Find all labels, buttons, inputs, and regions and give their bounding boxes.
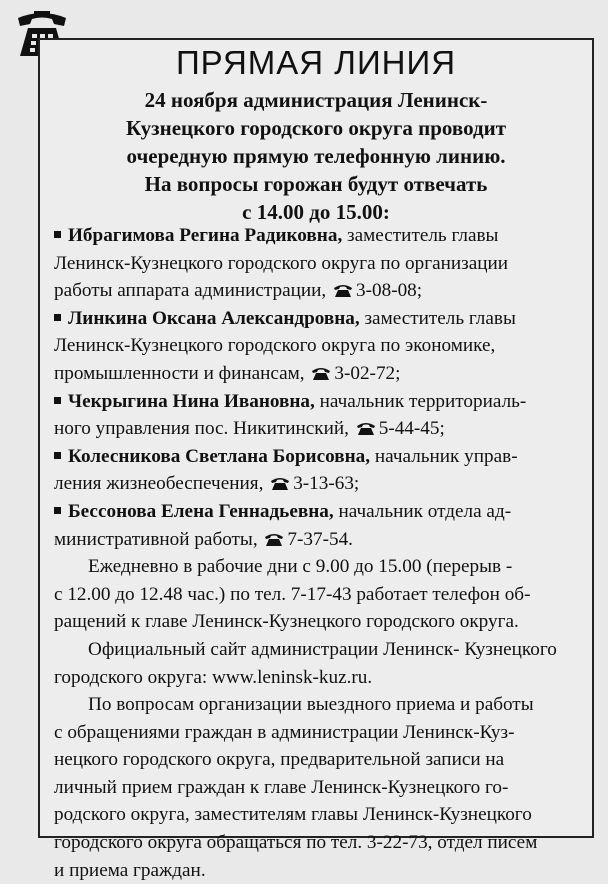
paragraph-line: с 12.00 до 12.48 час.) по тел. 7-17-43 работает телефон об- xyxy=(54,583,531,605)
official-name: Чекрыгина Нина Ивановна, xyxy=(68,390,315,412)
official-phone: 3-08-08; xyxy=(356,280,423,302)
official-position: министративной работы, xyxy=(54,528,258,550)
official-phone: 3-13-63; xyxy=(293,473,360,495)
paragraph-line: и приема граждан. xyxy=(54,859,206,881)
intro-line: 24 ноября администрация Ленинск- xyxy=(144,88,488,112)
official-position: ления жизнеобеспечения, xyxy=(54,473,264,495)
official-name: Ибрагимова Регина Радиковна, xyxy=(68,225,343,246)
official-position-line xyxy=(54,277,582,305)
intro-line: Кузнецкого городского округа проводит xyxy=(125,116,507,140)
bullet-icon xyxy=(54,452,61,459)
official-name: Колесникова Светлана Борисовна, xyxy=(68,445,371,467)
paragraph-line: Ежедневно в рабочие дни с 9.00 до 15.00 (перерыв - xyxy=(88,556,513,578)
paragraph-line: Официальный сайт администрации Ленинск- Кузнецкого xyxy=(88,638,557,660)
phone-icon xyxy=(311,366,331,381)
phone-icon xyxy=(356,421,376,436)
bullet-icon xyxy=(54,314,61,321)
official-entry xyxy=(54,388,582,416)
bullet-icon xyxy=(54,507,61,514)
phone-icon xyxy=(333,283,353,298)
paragraph-line: личный прием граждан к главе Ленинск-Кузнецкого го- xyxy=(54,776,509,798)
bullet-icon xyxy=(54,231,61,238)
official-phone: 5-44-45; xyxy=(378,418,445,440)
official-phone: 3-02-72; xyxy=(334,362,401,384)
official-position-line xyxy=(54,470,582,498)
intro-line: На вопросы горожан будут отвечать xyxy=(144,172,488,196)
official-position: ного управления пос. Никитинский, xyxy=(54,418,349,440)
official-position-line xyxy=(54,415,582,443)
paragraph-line: городского округа обращаться по тел. 3-22-73, отдел писем xyxy=(54,832,538,854)
official-position: начальник территориаль- xyxy=(319,390,527,412)
official-position-line xyxy=(54,526,582,554)
official-entry xyxy=(54,222,582,250)
official-position: промышленности и финансам, xyxy=(54,362,305,384)
official-name: Линкина Оксана Александровна, xyxy=(68,307,360,329)
official-position-line: Ленинск-Кузнецкого городского округа по организации xyxy=(54,252,509,274)
article-body xyxy=(54,222,582,884)
official-phone: 7-37-54. xyxy=(287,528,353,550)
official-position: работы аппарата администрации, xyxy=(54,280,327,302)
paragraph-line: родского округа, заместителям главы Ленинск-Кузнецкого xyxy=(54,804,532,826)
official-position: начальник отдела ад- xyxy=(338,500,512,522)
official-position: заместитель главы xyxy=(364,307,516,329)
announcement-box xyxy=(38,38,594,881)
website-line: городского округа: www.leninsk-kuz.ru. xyxy=(54,666,373,688)
bullet-icon xyxy=(54,397,61,404)
paragraph-line: ращений к главе Ленинск-Кузнецкого городского округа. xyxy=(54,611,519,633)
official-entry xyxy=(54,498,582,526)
official-entry xyxy=(54,443,582,471)
paragraph-line: нецкого городского округа, предварительной записи на xyxy=(54,749,505,771)
intro-line: с 14.00 до 15.00: xyxy=(242,200,390,224)
intro-text xyxy=(50,86,582,226)
intro-line: очередную прямую телефонную линию. xyxy=(126,144,506,168)
page-title: ПРЯМАЯ ЛИНИЯ xyxy=(175,44,457,81)
paragraph-line: с обращениями граждан в администрации Ленинск-Куз- xyxy=(54,721,515,743)
official-position-line xyxy=(54,360,582,388)
official-entry xyxy=(54,305,582,333)
paragraph-line: По вопросам организации выездного приема и работы xyxy=(88,694,534,716)
official-position-line: Ленинск-Кузнецкого городского округа по экономике, xyxy=(54,335,496,357)
official-position: начальник управ- xyxy=(374,445,518,467)
phone-icon xyxy=(264,532,284,547)
official-position: заместитель главы xyxy=(347,225,499,246)
official-name: Бессонова Елена Геннадьевна, xyxy=(68,500,334,522)
phone-icon xyxy=(270,476,290,491)
